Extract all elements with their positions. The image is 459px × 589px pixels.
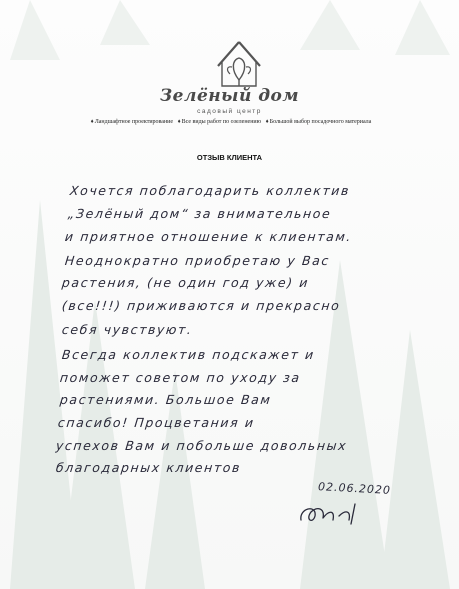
letter-date: 02.06.2020: [317, 480, 392, 497]
handwritten-line: „Зелёный дом“ за внимательное: [67, 206, 333, 221]
leaf-icon: ♦: [90, 119, 94, 125]
handwritten-line: спасибо! Процветания и: [57, 415, 256, 430]
handwritten-line: благодарных клиентов: [55, 460, 242, 475]
handwritten-line: Всегда коллектив подскажет и: [61, 347, 316, 362]
services-line: [0, 119, 459, 125]
handwritten-line: растения, (не один год уже) и: [61, 275, 310, 290]
handwritten-line: и приятное отношение к клиентам.: [64, 229, 353, 244]
green-house-logo: [212, 40, 266, 90]
handwritten-line: растениями. Большое Вам: [59, 392, 273, 407]
handwritten-line: успехов Вам и побольше довольных: [55, 438, 348, 453]
service-item: Все виды работ по озеленению: [181, 119, 262, 125]
handwritten-line: поможет советом по уходу за: [59, 370, 302, 385]
handwritten-line: себя чувствуют.: [61, 322, 194, 337]
document-title: ОТЗЫВ КЛИЕНТА: [196, 153, 263, 162]
service-item: Большой выбор посадочного материала: [269, 119, 372, 125]
brand-subtitle: садовый центр: [197, 108, 262, 115]
leaf-icon: ♦: [177, 119, 181, 125]
handwritten-line: (все!!!) приживаются и прекрасно: [61, 298, 342, 313]
handwritten-line: Хочется поблагодарить коллектив: [69, 183, 351, 198]
brand-name: Зелёный дом: [159, 86, 300, 106]
leaf-icon: ♦: [265, 119, 269, 125]
handwritten-line: Неоднократно приобретаю у Вас: [64, 253, 331, 268]
service-item: Ландшафтное проектирование: [94, 119, 174, 125]
handwritten-signature: [295, 498, 375, 528]
